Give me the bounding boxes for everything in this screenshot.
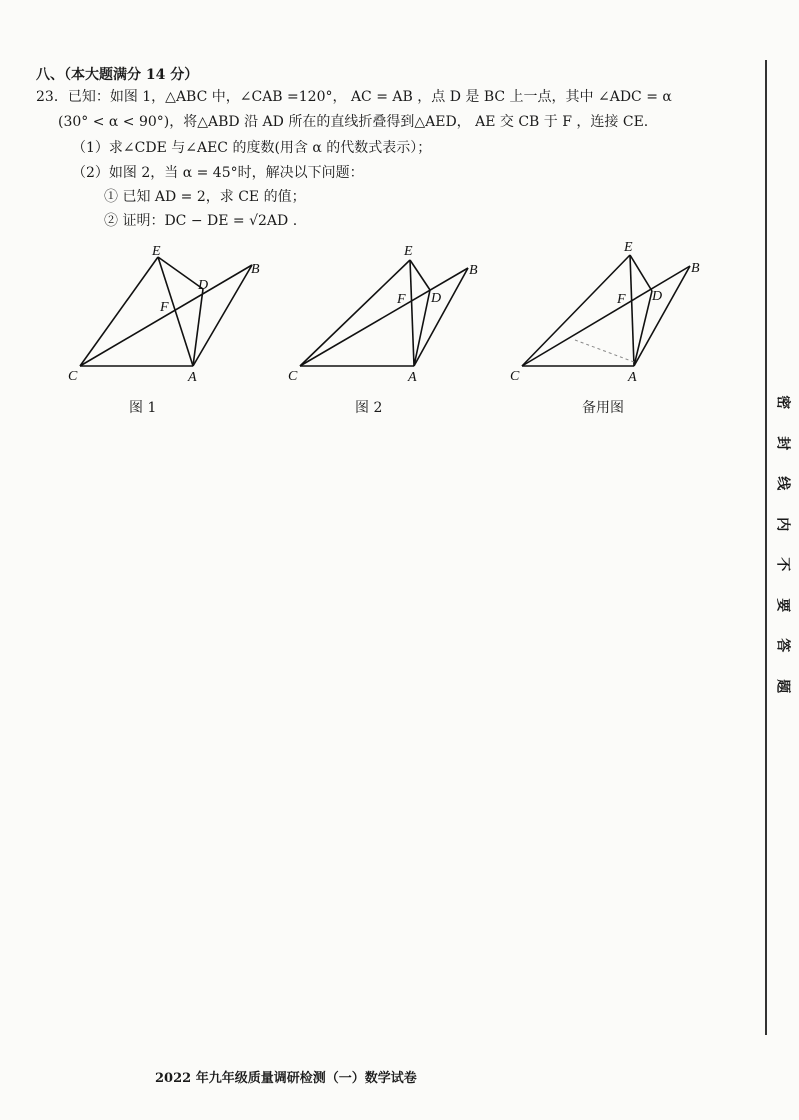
fig1-label-A: A <box>188 370 197 385</box>
fig3-label-A: A <box>628 370 637 385</box>
fig3-label-F: F <box>617 292 626 307</box>
question-sub-2: ② 证明：DC − DE = √2AD . <box>104 213 298 229</box>
figure-3-diagram <box>522 255 690 366</box>
geometry-figures <box>0 0 799 420</box>
section-heading: 八、（本大题满分 14 分） <box>36 67 199 83</box>
fig1-label-E: E <box>152 244 161 259</box>
question-line-2: (30° < α < 90°)，将△ABD 沿 AD 所在的直线折叠得到△AED， AE 交 CB 于 F ，连接 CE. <box>58 114 649 130</box>
question-sub-1: ① 已知 AD = 2，求 CE 的值； <box>104 189 306 205</box>
fig1-label-C: C <box>68 369 78 384</box>
seal-char: 线 <box>774 476 791 491</box>
seal-char: 答 <box>774 638 791 653</box>
fig2-label-B: B <box>469 263 478 278</box>
fig3-label-C: C <box>510 369 520 384</box>
seal-char: 内 <box>774 516 791 531</box>
fig2-label-A: A <box>408 370 417 385</box>
fig2-label-F: F <box>397 292 406 307</box>
page-footer: 2022 年九年级质量调研检测（一）数学试卷 <box>155 1071 417 1086</box>
seal-char: 密 <box>774 395 791 410</box>
question-line-1: 23．已知：如图 1，△ABC 中，∠CAB =120°， AC = AB ，点 D 是 BC 上一点，其中 ∠ADC = α <box>36 89 672 105</box>
seal-char: 不 <box>774 557 791 572</box>
figure-2-diagram <box>300 260 468 366</box>
figure-2-caption: 图 2 <box>355 400 383 416</box>
seal-char: 要 <box>774 597 791 612</box>
figure-3-caption: 备用图 <box>582 400 624 416</box>
fig3-label-D: D <box>652 289 663 304</box>
fig3-label-B: B <box>691 261 700 276</box>
seal-char: 封 <box>774 435 791 450</box>
fig1-label-D: D <box>198 278 209 293</box>
question-part-2: （2）如图 2，当 α = 45°时，解决以下问题： <box>72 165 364 181</box>
fig1-label-F: F <box>160 300 169 315</box>
fig2-label-C: C <box>288 369 298 384</box>
question-part-1: （1）求∠CDE 与∠AEC 的度数(用含 α 的代数式表示）； <box>72 140 432 156</box>
seal-line-notice <box>773 382 791 706</box>
fig3-label-E: E <box>624 240 633 255</box>
fig2-label-E: E <box>404 244 413 259</box>
figure-1-caption: 图 1 <box>129 400 157 416</box>
binding-line <box>765 60 767 1035</box>
seal-char: 题 <box>774 678 791 693</box>
fig1-label-B: B <box>251 262 260 277</box>
fig2-label-D: D <box>431 291 442 306</box>
